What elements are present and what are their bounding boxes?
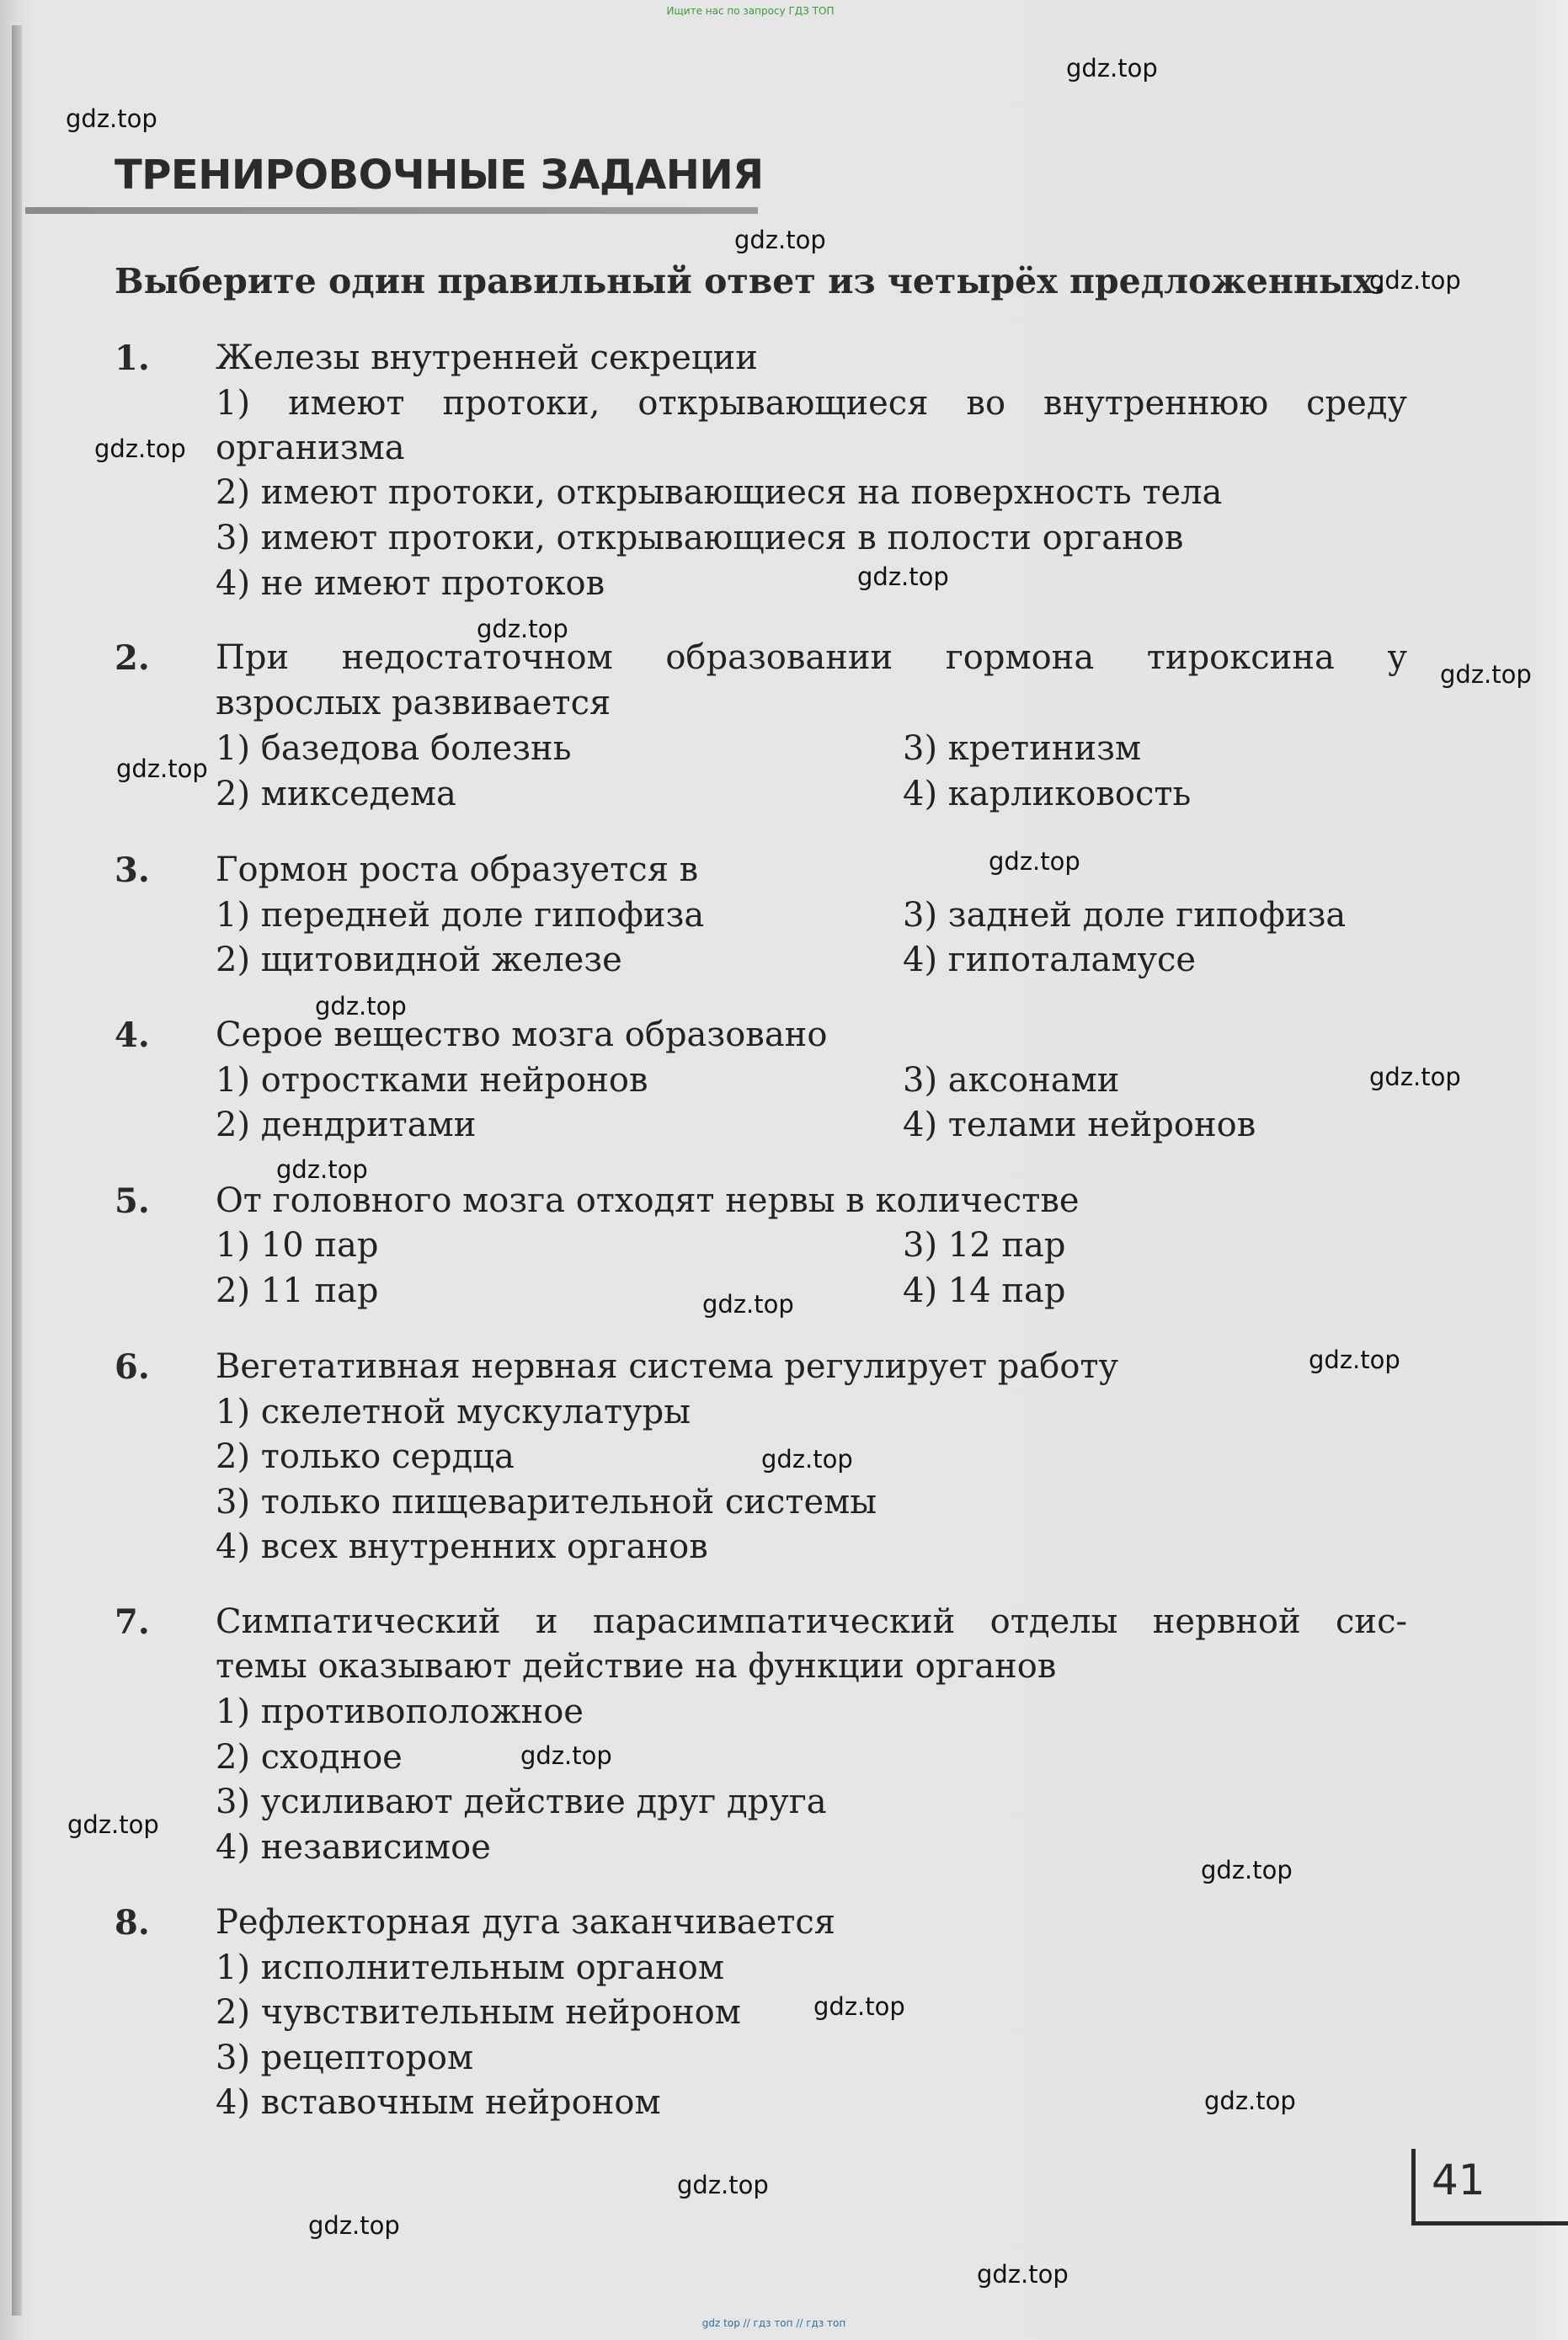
answer-option: 3) аксонами <box>903 1061 1120 1100</box>
page-binding-edge <box>12 25 22 2316</box>
answer-option: 3) рецептором <box>216 2039 474 2077</box>
header-note: Ищите нас по запросу ГДЗ ТОП <box>666 5 835 17</box>
answer-option: 3) только пищеварительной системы <box>216 1483 877 1522</box>
answer-option: 3) усиливают действие друг друга <box>216 1783 827 1821</box>
answer-option: 4) 14 пар <box>903 1271 1066 1310</box>
footer-note: gdz top // гдз топ // гдз топ <box>701 2317 846 2329</box>
watermark: gdz.top <box>989 847 1080 876</box>
answer-option: 4) всех внутренних органов <box>216 1527 708 1566</box>
question-number: 8. <box>115 1903 150 1943</box>
answer-option: 1) противоположное <box>216 1692 584 1731</box>
answer-option: 4) гипоталамусе <box>903 941 1197 979</box>
watermark: gdz.top <box>813 1992 905 2021</box>
question-number: 6. <box>115 1347 150 1387</box>
question-stem: Гормон роста образуется в <box>216 850 699 889</box>
answer-option: 2) микседема <box>216 775 456 813</box>
answer-option: 2) только сердца <box>216 1437 515 1476</box>
watermark: gdz.top <box>67 1810 159 1839</box>
answer-option: 4) телами нейронов <box>903 1106 1256 1144</box>
question-number: 7. <box>115 1602 150 1642</box>
watermark: gdz.top <box>477 615 568 643</box>
question-stem: Вегетативная нервная система регулирует работу <box>216 1347 1119 1386</box>
page-number: 41 <box>1432 2156 1485 2204</box>
answer-option: 1) передней доле гипофиза <box>216 896 705 935</box>
section-heading: ТРЕНИРОВОЧНЫЕ ЗАДАНИЯ <box>115 152 764 199</box>
answer-option: 2) щитовидной железе <box>216 941 622 979</box>
answer-option: 4) не имеют протоков <box>216 564 605 603</box>
question-number: 2. <box>115 638 150 678</box>
question-number: 1. <box>115 338 150 378</box>
question-stem: темы оказывают действие на функции органов <box>216 1647 1057 1686</box>
question-stem: Железы внутренней секреции <box>216 338 758 377</box>
watermark: gdz.top <box>677 2171 769 2199</box>
answer-option: 3) кретинизм <box>903 729 1142 768</box>
question-stem: Симпатический и парасимпатический отделы нервной сис- <box>216 1602 1407 1641</box>
watermark: gdz.top <box>761 1445 853 1474</box>
watermark: gdz.top <box>1440 660 1532 689</box>
answer-option: 4) карликовость <box>903 775 1192 813</box>
answer-option: 3) имеют протоки, открывающиеся в полости органов <box>216 519 1184 557</box>
question-stem: От головного мозга отходят нервы в количестве <box>216 1181 1080 1220</box>
answer-option: 1) скелетной мускулатуры <box>216 1393 691 1431</box>
answer-option: 1) 10 пар <box>216 1226 379 1265</box>
question-stem: Рефлекторная дуга заканчивается <box>216 1903 836 1942</box>
answer-option: 3) задней доле гипофиза <box>903 896 1347 935</box>
watermark: gdz.top <box>734 226 826 254</box>
question-number: 3. <box>115 850 150 890</box>
watermark: gdz.top <box>702 1290 794 1319</box>
watermark: gdz.top <box>977 2260 1069 2289</box>
watermark: gdz.top <box>66 104 157 133</box>
question-number: 5. <box>115 1181 150 1221</box>
answer-option: 2) 11 пар <box>216 1271 379 1310</box>
question-stem: Серое вещество мозга образовано <box>216 1015 828 1054</box>
answer-option: 3) 12 пар <box>903 1226 1066 1265</box>
answer-option: 2) имеют протоки, открывающиеся на поверхность тела <box>216 473 1223 512</box>
question-stem: взрослых развивается <box>216 684 611 722</box>
answer-option: 4) независимое <box>216 1828 491 1867</box>
task-instruction: Выберите один правильный ответ из четырёх предложенных. <box>115 261 1386 301</box>
watermark: gdz.top <box>520 1741 612 1770</box>
answer-option: 4) вставочным нейроном <box>216 2083 661 2122</box>
watermark: gdz.top <box>1066 54 1158 83</box>
watermark: gdz.top <box>315 992 407 1021</box>
answer-option: 1) базедова болезнь <box>216 729 572 768</box>
watermark: gdz.top <box>857 562 949 591</box>
watermark: gdz.top <box>1369 266 1461 295</box>
answer-option-continuation: организма <box>216 429 405 467</box>
watermark: gdz.top <box>94 434 186 463</box>
answer-option: 2) дендритами <box>216 1106 477 1144</box>
watermark: gdz.top <box>308 2211 400 2240</box>
watermark: gdz.top <box>1309 1346 1400 1374</box>
watermark: gdz.top <box>1204 2087 1296 2115</box>
watermark: gdz.top <box>1201 1856 1293 1884</box>
answer-option: 2) чувствительным нейроном <box>216 1993 741 2032</box>
question-stem: При недостаточном образовании гормона тироксина у <box>216 638 1407 677</box>
answer-option: 2) сходное <box>216 1738 403 1777</box>
watermark: gdz.top <box>116 754 208 783</box>
heading-underline <box>25 207 758 214</box>
question-number: 4. <box>115 1015 150 1055</box>
watermark: gdz.top <box>276 1155 368 1184</box>
answer-option: 1) отростками нейронов <box>216 1061 648 1100</box>
answer-option: 1) исполнительным органом <box>216 1948 724 1987</box>
watermark: gdz.top <box>1369 1063 1461 1091</box>
answer-option: 1) имеют протоки, открывающиеся во внутреннюю среду <box>216 384 1407 423</box>
